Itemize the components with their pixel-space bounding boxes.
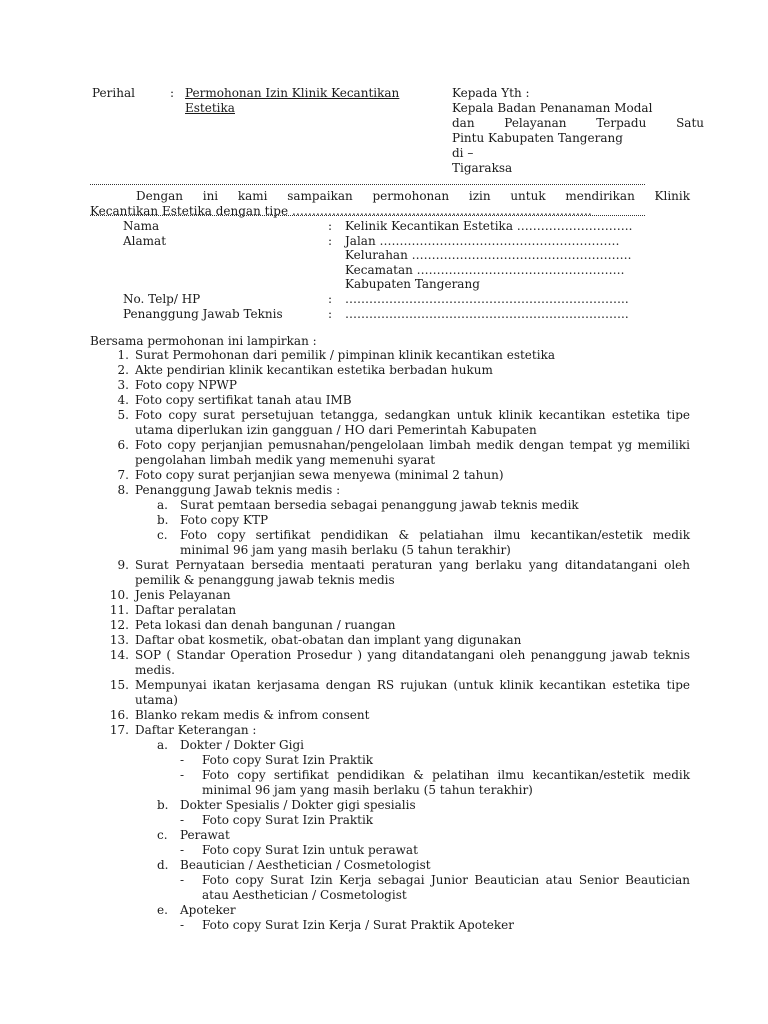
perihal-value xyxy=(185,86,437,116)
attachment-item xyxy=(0,723,690,738)
field-colon: : xyxy=(328,233,333,248)
item-text: Mempunyai ikatan kerjasama dengan RS rujukan (untuk klinik kecantikan estetika tipe utama) xyxy=(135,678,690,707)
attachment-item xyxy=(0,393,690,408)
bullet-text: Foto copy Surat Izin Kerja sebagai Junior Beautician atau Senior Beautician atau Aesthetician / Cosmetologist xyxy=(202,873,690,902)
item-number: 1. xyxy=(117,348,129,362)
field-row xyxy=(0,263,768,278)
item-number: 11. xyxy=(109,603,129,617)
item-text: Blanko rekam medis & infrom consent xyxy=(135,708,370,722)
field-row xyxy=(0,292,768,307)
perihal-value-line2: Estetika xyxy=(185,101,235,115)
bullet-item xyxy=(0,768,690,798)
bullet-dash: - xyxy=(180,813,185,827)
item-number: 10. xyxy=(109,588,129,602)
item-number: 13. xyxy=(109,633,129,647)
dotted-rule-top xyxy=(90,184,645,185)
field-value: Kelurahan ………………………………………………. xyxy=(345,248,632,263)
item-number: 16. xyxy=(109,708,129,722)
sub-item xyxy=(0,738,690,753)
item-text: Akte pendirian klinik kecantikan estetika berbadan hukum xyxy=(135,363,493,377)
attachment-item xyxy=(0,348,690,363)
attachments-title: Bersama permohonan ini lampirkan : xyxy=(90,334,317,348)
sub-item-text: Foto copy KTP xyxy=(180,513,269,527)
sub-item-letter: d. xyxy=(157,858,169,872)
item-text: Foto copy surat perjanjian sewa menyewa (minimal 2 tahun) xyxy=(135,468,504,482)
bullet-text: Foto copy sertifikat pendidikan & pelatihan ilmu kecantikan/estetik medik minimal 96 jam yang masih berlaku (5 tahun terakhir) xyxy=(202,768,690,797)
attachment-item xyxy=(0,588,690,603)
recipient-block xyxy=(452,86,704,176)
sub-item-letter: e. xyxy=(157,903,168,917)
recipient-line: Tigaraksa xyxy=(452,161,513,175)
item-text: Daftar obat kosmetik, obat-obatan dan implant yang digunakan xyxy=(135,633,522,647)
sub-item-text: Dokter / Dokter Gigi xyxy=(180,738,304,752)
item-number: 3. xyxy=(117,378,129,392)
bullet-item xyxy=(0,813,690,828)
bullet-text: Foto copy Surat Izin Kerja / Surat Praktik Apoteker xyxy=(202,918,514,932)
sub-item xyxy=(0,528,690,558)
item-number: 17. xyxy=(109,723,129,737)
item-text: Daftar peralatan xyxy=(135,603,237,617)
item-text: Foto copy NPWP xyxy=(135,378,237,392)
bullet-item xyxy=(0,843,690,858)
item-text: Surat Pernyataan bersedia mentaati peraturan yang berlaku yang ditandatangani oleh pemilik & penanggung jawab teknis medis xyxy=(135,558,690,587)
item-number: 4. xyxy=(117,393,129,407)
attachments-list xyxy=(0,348,768,933)
attachment-item xyxy=(0,633,690,648)
field-label: Penanggung Jawab Teknis xyxy=(123,306,283,321)
bullet-dash: - xyxy=(180,768,185,782)
item-number: 15. xyxy=(109,678,129,692)
field-row xyxy=(0,219,768,234)
bullet-item xyxy=(0,873,690,903)
field-row xyxy=(0,277,768,292)
perihal-label: Perihal xyxy=(92,86,135,100)
field-colon: : xyxy=(328,291,333,306)
recipient-line: dan Pelayanan Terpadu Satu xyxy=(452,116,704,130)
sub-item-letter: b. xyxy=(157,798,169,812)
bullet-dash: - xyxy=(180,753,185,767)
sub-item xyxy=(0,903,690,918)
attachment-item xyxy=(0,483,690,498)
sub-item xyxy=(0,498,690,513)
item-text: Foto copy sertifikat tanah atau IMB xyxy=(135,393,352,407)
bullet-text: Foto copy Surat Izin Praktik xyxy=(202,813,374,827)
item-text: Foto copy perjanjian pemusnahan/pengelolaan limbah medik dengan tempat yg memiliki pengolahan limbah medik yang memenuhi syarat xyxy=(135,438,690,467)
item-text: Penanggung Jawab teknis medis : xyxy=(135,483,341,497)
field-label: Nama xyxy=(123,219,160,233)
sub-item-text: Foto copy sertifikat pendidikan & pelatiahan ilmu kecantikan/estetik medik minimal 96 jam yang masih berlaku (5 tahun terakhir) xyxy=(180,528,690,557)
bullet-dash: - xyxy=(180,843,185,857)
item-number: 6. xyxy=(117,438,129,452)
intro-line2: Kecantikan Estetika dengan tipe ………………………………………………………………… xyxy=(90,204,592,218)
item-text: SOP ( Standar Operation Prosedur ) yang ditandatangani oleh penanggung jawab teknis medis. xyxy=(135,648,690,677)
attachment-item xyxy=(0,438,690,468)
attachment-item xyxy=(0,378,690,393)
sub-item-text: Perawat xyxy=(180,828,230,842)
attachment-item xyxy=(0,558,690,588)
attachment-item xyxy=(0,408,690,438)
bullet-text: Foto copy Surat Izin untuk perawat xyxy=(202,843,418,857)
recipient-line: Kepada Yth : xyxy=(452,86,530,100)
item-number: 9. xyxy=(117,558,129,572)
sub-item-letter: a. xyxy=(157,738,168,752)
sub-item-letter: c. xyxy=(157,528,168,542)
sub-item-letter: b. xyxy=(157,513,169,527)
field-value: …………………………………………………………….. xyxy=(345,291,629,306)
bullet-text: Foto copy Surat Izin Praktik xyxy=(202,753,374,767)
attachment-item xyxy=(0,678,690,708)
bullet-dash: - xyxy=(180,918,185,932)
attachment-item xyxy=(0,363,690,378)
sub-item-text: Surat pemtaan bersedia sebagai penanggung jawab teknis medik xyxy=(180,498,579,512)
recipient-line: Pintu Kabupaten Tangerang xyxy=(452,131,623,145)
sub-item-text: Beautician / Aesthetician / Cosmetologist xyxy=(180,858,431,872)
attachment-item xyxy=(0,708,690,723)
item-text: Jenis Pelayanan xyxy=(135,588,231,602)
item-number: 14. xyxy=(109,648,129,662)
field-value: Kabupaten Tangerang xyxy=(345,277,480,292)
sub-item-letter: c. xyxy=(157,828,168,842)
field-colon: : xyxy=(328,306,333,321)
attachment-item xyxy=(0,603,690,618)
bullet-dash: - xyxy=(180,873,185,887)
field-label: Alamat xyxy=(123,233,167,248)
perihal-colon: : xyxy=(170,86,175,100)
perihal-value-line1: Permohonan Izin Klinik Kecantikan xyxy=(185,86,400,100)
item-number: 5. xyxy=(117,408,129,422)
item-text: Daftar Keterangan : xyxy=(135,723,257,737)
dotted-rule-bottom xyxy=(90,215,645,216)
field-value: Kecamatan ……………………………………………. xyxy=(345,262,625,277)
item-number: 7. xyxy=(117,468,129,482)
recipient-line: Kepala Badan Penanaman Modal xyxy=(452,101,653,115)
attachment-item xyxy=(0,618,690,633)
bullet-item xyxy=(0,918,690,933)
item-text: Peta lokasi dan denah bangunan / ruangan xyxy=(135,618,396,632)
sub-item xyxy=(0,828,690,843)
sub-item xyxy=(0,858,690,873)
sub-item-text: Dokter Spesialis / Dokter gigi spesialis xyxy=(180,798,416,812)
recipient-line: di – xyxy=(452,146,474,160)
sub-item-text: Apoteker xyxy=(180,903,236,917)
item-text: Surat Permohonan dari pemilik / pimpinan klinik kecantikan estetika xyxy=(135,348,555,362)
field-row xyxy=(0,248,768,263)
item-number: 2. xyxy=(117,363,129,377)
field-value: Kelinik Kecantikan Estetika ……………………….. xyxy=(345,219,633,233)
field-label: No. Telp/ HP xyxy=(123,291,201,306)
field-colon: : xyxy=(328,219,333,233)
bullet-item xyxy=(0,753,690,768)
item-text: Foto copy surat persetujuan tetangga, sedangkan untuk klinik kecantikan estetika tipe utama diperlukan izin gangguan / HO dari Pemerintah Kabupaten xyxy=(135,408,690,437)
field-value: Jalan …………………………………………………… xyxy=(345,233,620,248)
applicant-fields xyxy=(0,219,768,321)
attachment-item xyxy=(0,468,690,483)
field-row xyxy=(0,234,768,249)
field-value: …………………………………………………………….. xyxy=(345,306,629,321)
attachment-item xyxy=(0,648,690,678)
sub-item xyxy=(0,798,690,813)
item-number: 12. xyxy=(109,618,129,632)
item-number: 8. xyxy=(117,483,129,497)
sub-item-letter: a. xyxy=(157,498,168,512)
field-row xyxy=(0,307,768,322)
intro-line1: Dengan ini kami sampaikan permohonan izin untuk mendirikan Klinik xyxy=(136,189,690,203)
sub-item xyxy=(0,513,690,528)
